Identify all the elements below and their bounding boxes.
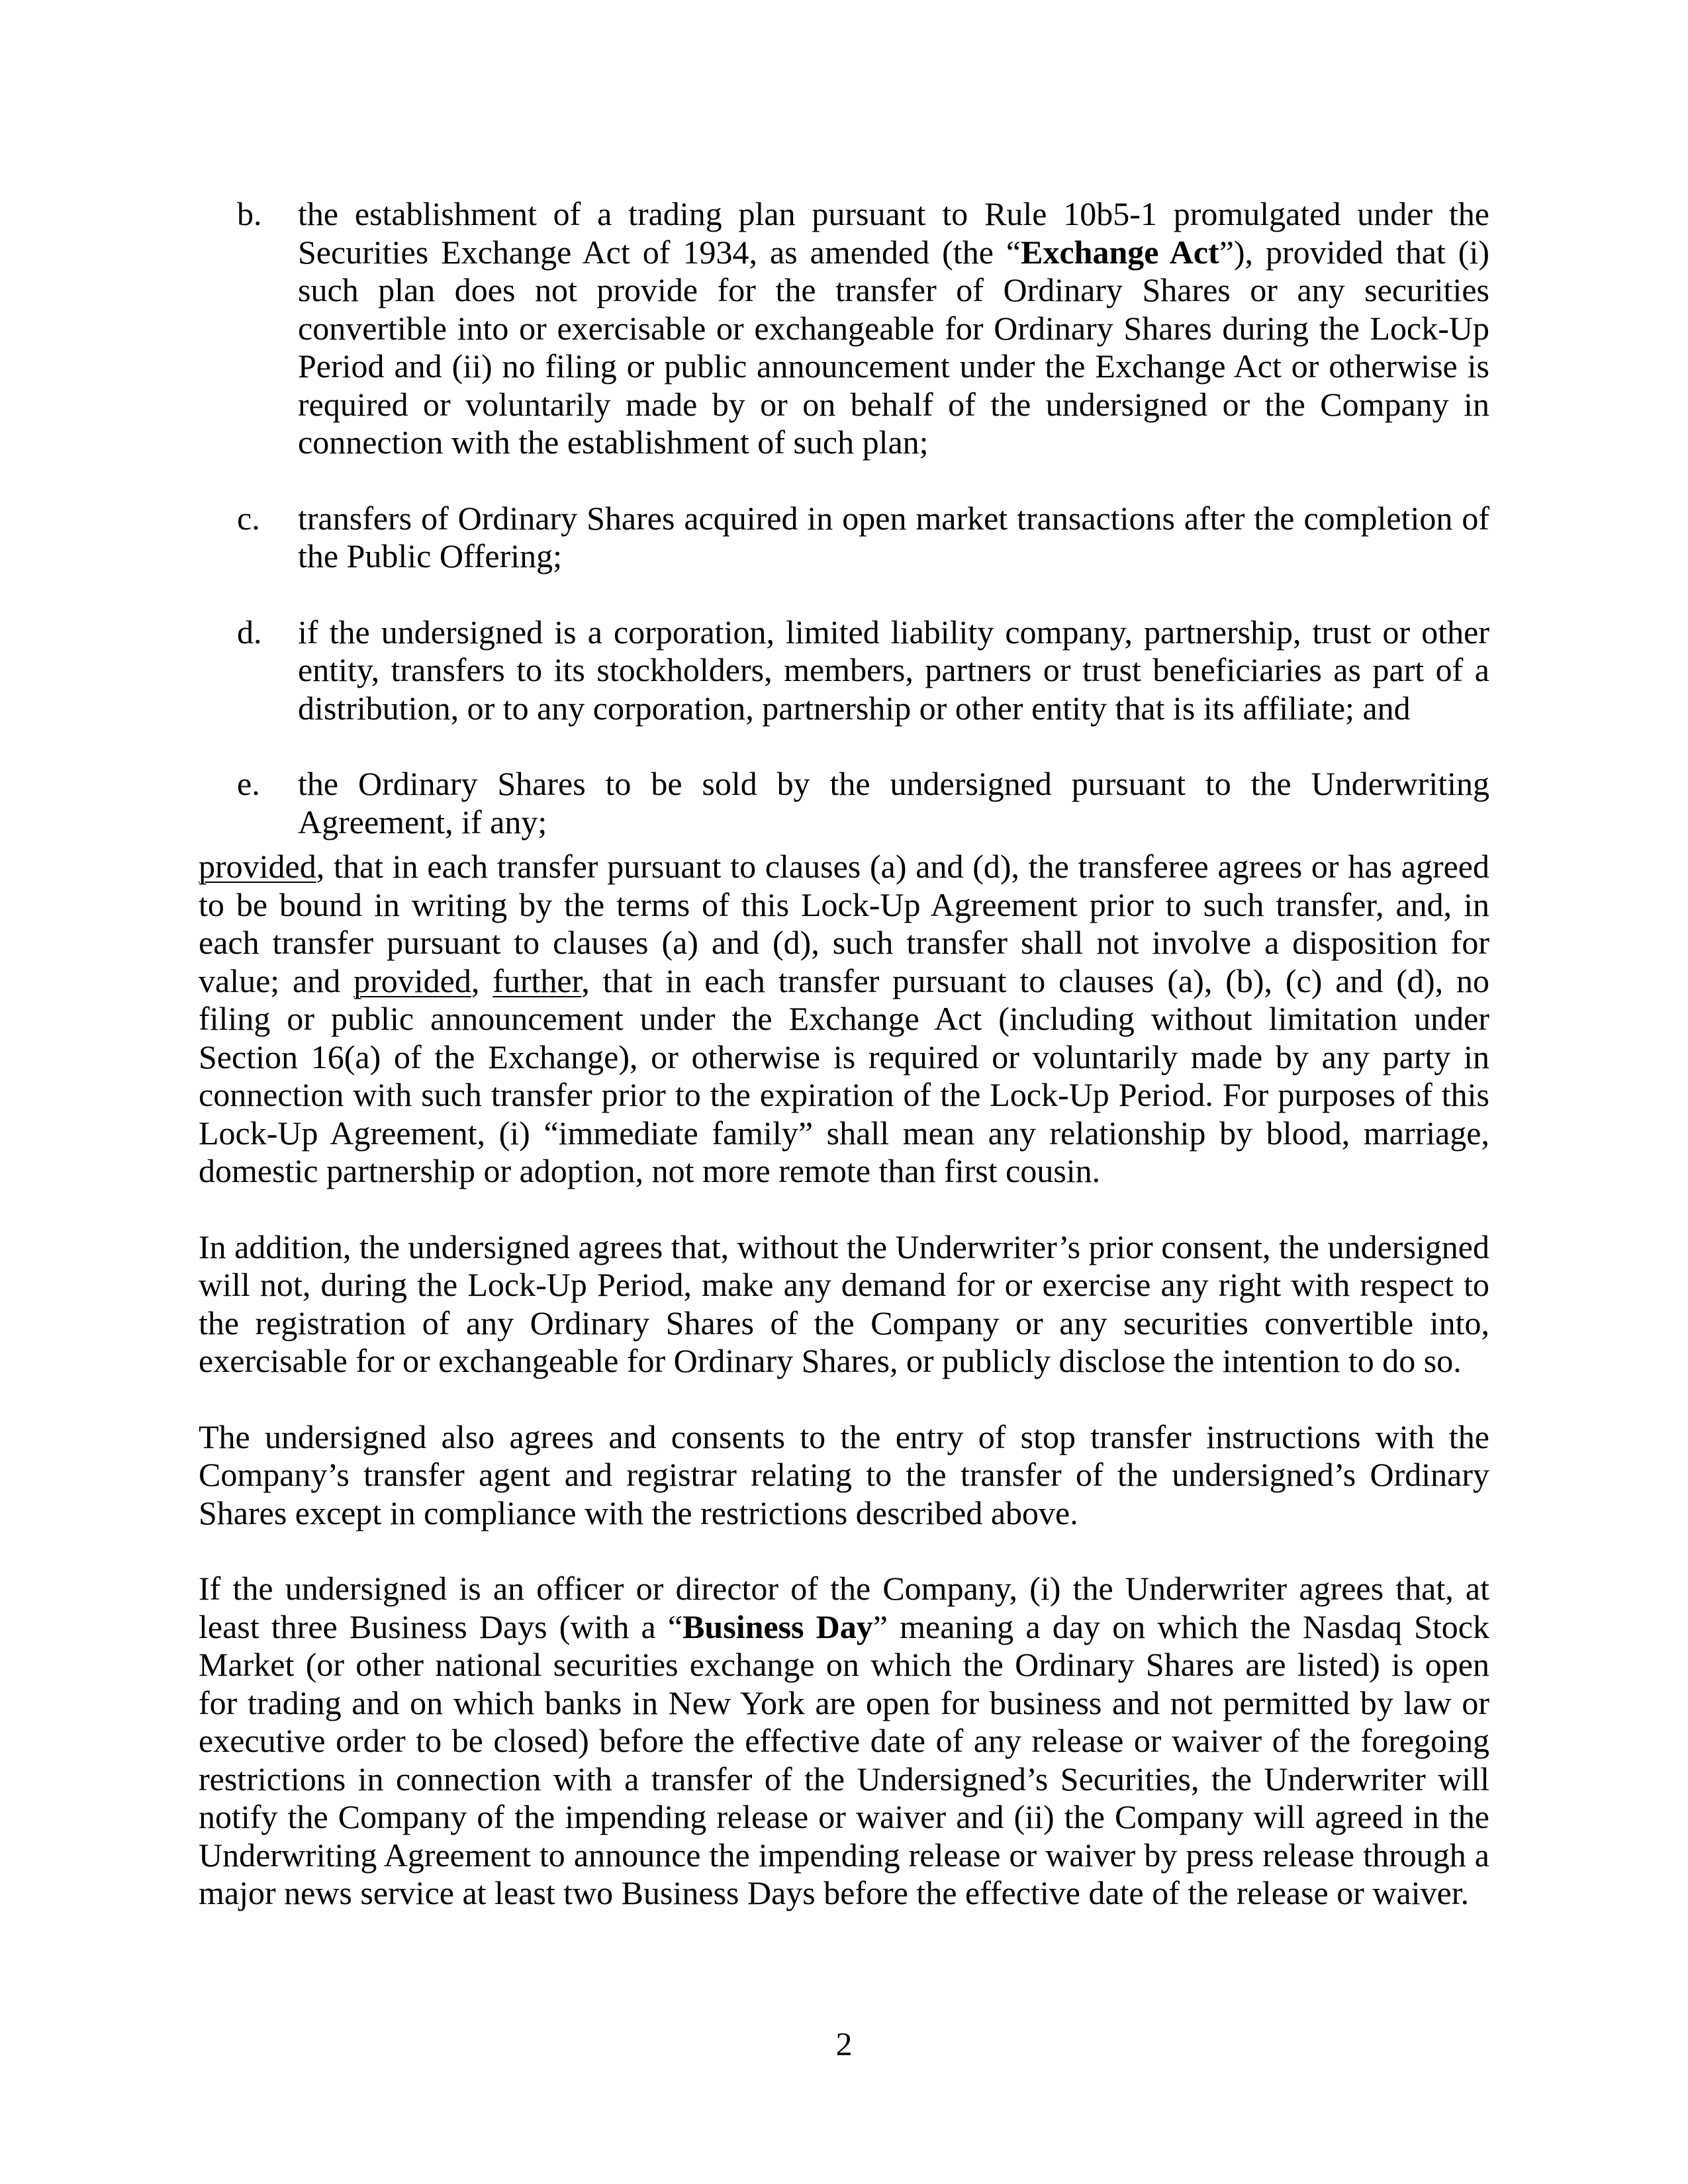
underlined-provided: provided <box>353 962 471 999</box>
document-body <box>199 195 1489 1913</box>
page-number: 2 <box>835 2025 853 2062</box>
paragraph-text: , that in each transfer pursuant to clauses (a) and (d), the transferee agrees or has agreed to be bound in writing by the terms of this Lock-Up Agreement prior to such transfer, and, in each transfer pursuant to clauses (a) and (d), such transfer shall not involve a disposition for value; and <box>199 848 1489 999</box>
list-item-text: ”), provided that (i) such plan does not provide for the transfer of Ordinary Shares or any securities convertible into or exercisable or exchangeable for Ordinary Shares during the Lock-Up Period and (ii) no filing or public announcement under the Exchange Act or otherwise is required or voluntarily made by or on behalf of the undersigned or the Company in connection with the establishment of such plan; <box>298 233 1490 461</box>
list-item-text: if the undersigned is a corporation, limited liability company, partnership, trust or other entity, transfers to its stockholders, members, partners or trust beneficiaries as part of a distribution, or to any corporation, partnership or other entity that is its affiliate; and <box>298 613 1489 727</box>
list-item-text: the establishment of a trading plan pursuant to Rule 10b5-1 promulgated under the Securities Exchange Act of 1934, as amended (the “ <box>298 195 1489 271</box>
list-marker: b. <box>237 195 262 232</box>
list-item-c <box>199 500 1489 576</box>
underlined-further: further <box>492 962 582 999</box>
paragraph-text: , that in each transfer pursuant to clauses (a), (b), (c) and (d), no filing or public announcement under the Exchange Act (including without limitation under Section 16(a) of the Exchange), or otherwise is required or voluntarily made by any party in connection with such transfer prior to the expiration of the Lock-Up Period. For purposes of this Lock-Up Agreement, (i) “immediate family” shall mean any relationship by blood, marriage, domestic partnership or adoption, not more remote than first cousin. <box>199 962 1489 1189</box>
registration-paragraph: In addition, the undersigned agrees that, without the Underwriter’s prior consent, the undersigned will not, during the Lock-Up Period, make any demand for or exercise any right with respect to the registration of any Ordinary Shares of the Company or any securities convertible into, exercisable for or exchangeable for Ordinary Shares, or publicly disclose the intention to do so. <box>199 1228 1489 1379</box>
stop-transfer-paragraph: The undersigned also agrees and consents to the entry of stop transfer instructions with the Company’s transfer agent and registrar relating to the transfer of the undersigned’s Ordinary Shares except in compliance with the restrictions described above. <box>199 1418 1489 1531</box>
officer-director-paragraph <box>199 1570 1489 1913</box>
paragraph-text: ” meaning a day on which the Nasdaq Stock Market (or other national securities exchange on which the Ordinary Shares are listed) is open for trading and on which banks in New York are open for business and not permitted by law or executive order to be closed) before the effective date of any release or waiver of the foregoing restrictions in connection with a transfer of the Undersigned’s Securities, the Underwriter will notify the Company of the impending release or waiver and (ii) the Company will agreed in the Underwriting Agreement to announce the impending release or waiver by press release through a major news service at least two Business Days before the effective date of the release or waiver. <box>199 1608 1490 1911</box>
list-item-b <box>199 195 1489 462</box>
paragraph-text: , <box>471 962 493 999</box>
defined-term-business-day: Business Day <box>682 1608 873 1645</box>
underlined-provided: provided <box>199 848 316 885</box>
list-item-text: the Ordinary Shares to be sold by the undersigned pursuant to the Underwriting Agreement, if any; <box>298 765 1489 841</box>
list-item-d <box>199 614 1489 728</box>
list-marker: c. <box>237 499 260 537</box>
defined-term-exchange-act: Exchange Act <box>1021 233 1219 271</box>
list-item-e <box>199 765 1489 841</box>
paragraph-text: If the undersigned is an officer or director of the Company, (i) the Underwriter agrees that, at least three Business Days (with a “ <box>199 1570 1489 1645</box>
list-marker: d. <box>237 613 262 651</box>
proviso-paragraph <box>199 848 1489 1191</box>
list-marker: e. <box>237 765 260 802</box>
list-item-text: transfers of Ordinary Shares acquired in open market transactions after the completion of the Public Offering; <box>298 499 1489 574</box>
